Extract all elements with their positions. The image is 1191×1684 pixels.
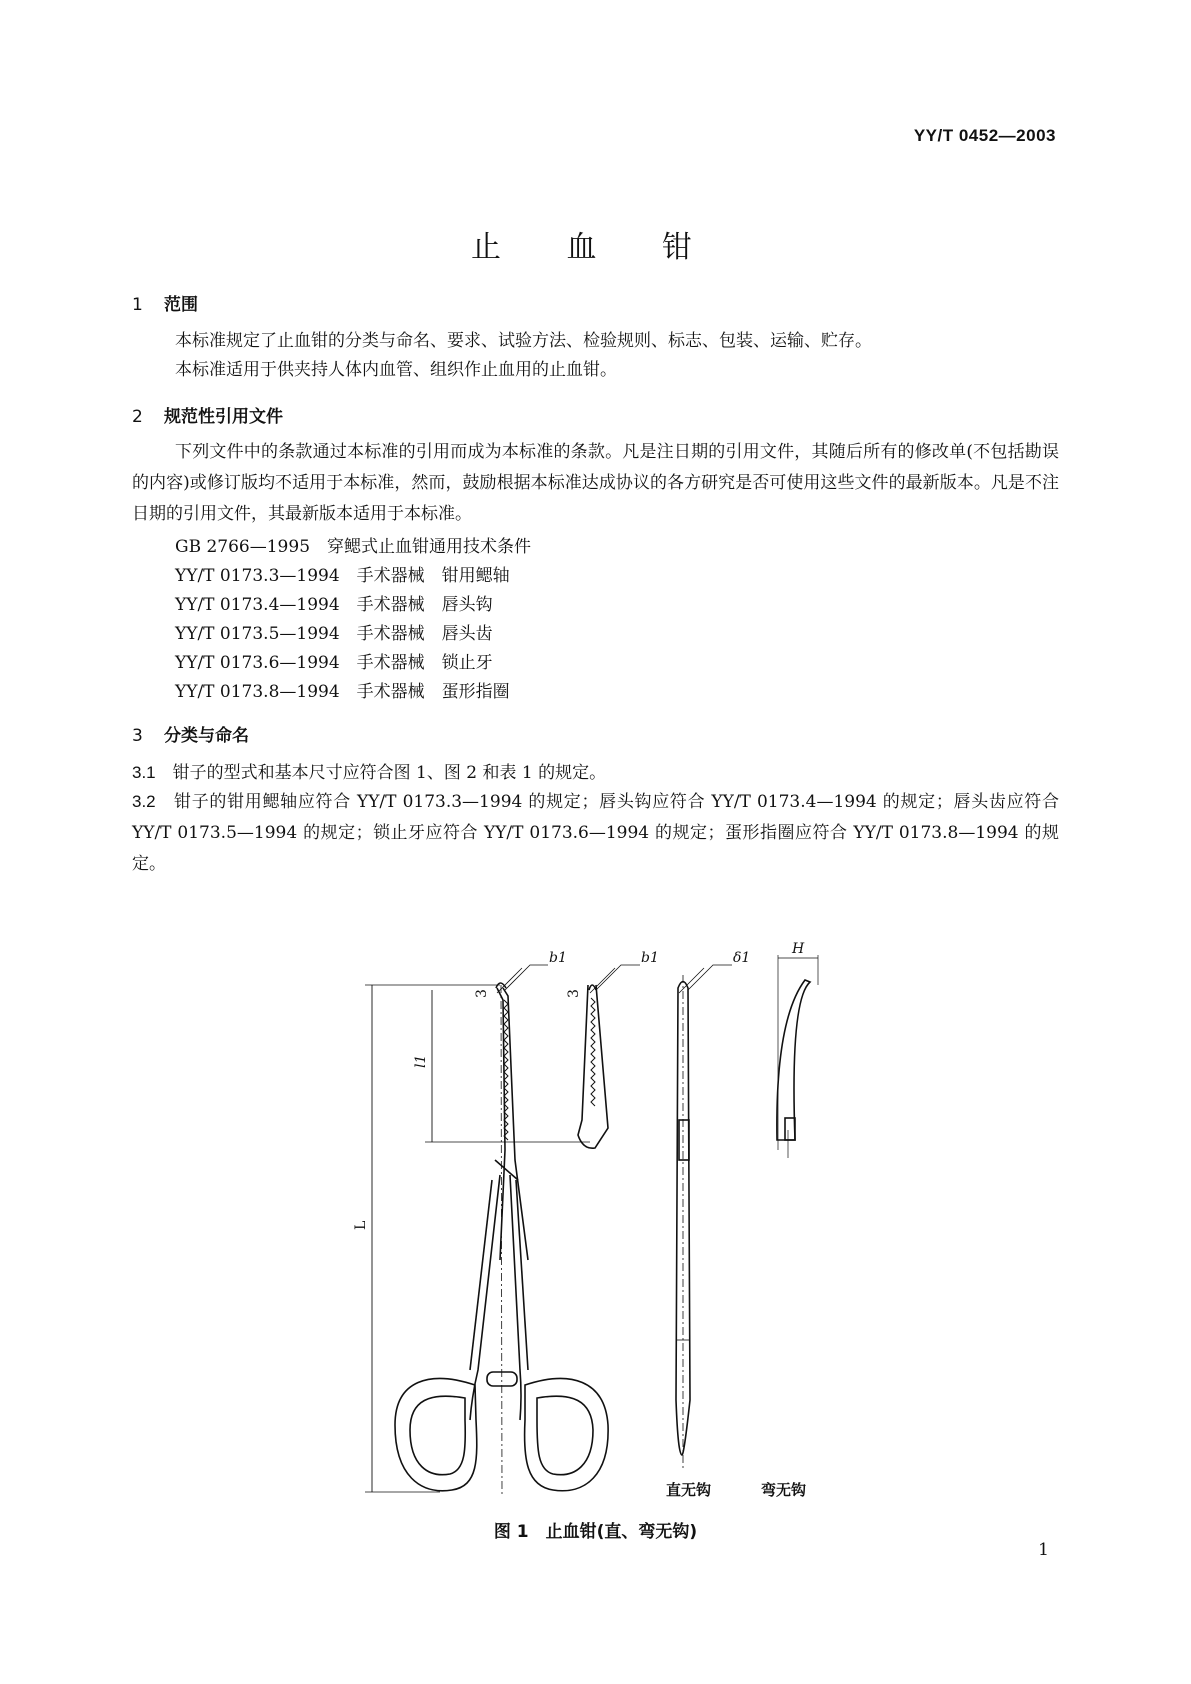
label-3-b: 3: [566, 989, 582, 998]
reference-item: GB 2766—1995 穿鳃式止血钳通用技术条件: [175, 537, 532, 557]
page-title: 止 血 钳: [470, 230, 721, 265]
figure-1-caption: 图 1 止血钳(直、弯无钩): [493, 1522, 698, 1542]
page-number: 1: [1038, 1540, 1049, 1560]
reference-item: YY/T 0173.4—1994 手术器械 唇头钩: [175, 595, 493, 615]
reference-item: YY/T 0173.8—1994 手术器械 蛋形指圈: [175, 682, 510, 702]
label-l1: l1: [413, 1054, 429, 1068]
reference-item: YY/T 0173.6—1994 手术器械 锁止牙: [175, 653, 493, 673]
clause-text: 钳子的钳用鳃轴应符合 YY/T 0173.3—1994 的规定；唇头钩应符合 YY/T 0173.4—1994 的规定；唇头齿应符合 YY/T 0173.5—1994 的规定；锁止牙应符合 YY/T 0173.6—1994 的规定；蛋形指圈应符合 YY/T 0173.8—1994 的规定。: [132, 792, 1059, 874]
label-b1-b: b1: [641, 950, 659, 966]
section-number: 1: [132, 295, 143, 315]
label-L: L: [353, 1220, 369, 1230]
section-title: 分类与命名: [164, 726, 249, 746]
section-1-paragraph-2: 本标准适用于供夹持人体内血管、组织作止血用的止血钳。: [175, 360, 617, 380]
finger-ring-left-inner: [410, 1396, 465, 1475]
b1-leader-b: [596, 965, 640, 990]
label-H: H: [792, 941, 805, 957]
jaw-detail-outline: [578, 985, 608, 1148]
label-straight: 直无钩: [666, 1481, 712, 1499]
section-number: 2: [132, 407, 143, 427]
standard-code: YY/T 0452—2003: [913, 126, 1056, 145]
label-b1-a: b1: [549, 950, 567, 966]
b1-leader-a: [505, 965, 548, 990]
label-curved: 弯无钩: [761, 1481, 807, 1499]
section-title: 范围: [164, 295, 198, 315]
section-2-intro: 下列文件中的条款通过本标准的引用而成为本标准的条款。凡是注日期的引用文件，其随后所有的修改单(不包括勘误的内容)或修订版均不适用于本标准，然而，鼓励根据本标准达成协议的各方研究是否可使用这些文件的最新版本。凡是不注日期的引用文件，其最新版本适用于本标准。: [132, 442, 1059, 524]
side-view-curved: [777, 980, 810, 1140]
label-delta1: δ1: [733, 950, 751, 966]
finger-ring-right-inner: [537, 1396, 593, 1475]
side-view-curved-slot: [785, 1118, 795, 1140]
b1-leader-b2: [590, 968, 615, 993]
section-1-paragraph-1: 本标准规定了止血钳的分类与命名、要求、试验方法、检验规则、标志、包装、运输、贮存。: [175, 331, 872, 351]
b1-leader-a2: [497, 968, 522, 993]
jaw-detail-serration: [591, 998, 595, 1106]
clause-text: 钳子的型式和基本尺寸应符合图 1、图 2 和表 1 的规定。: [172, 763, 607, 783]
forceps-box-joint: [495, 1160, 518, 1180]
reference-item: YY/T 0173.3—1994 手术器械 钳用鳃轴: [175, 566, 510, 586]
clause-number: 3.1: [132, 763, 156, 782]
section-number: 3: [132, 726, 143, 746]
label-3-a: 3: [474, 989, 490, 998]
section-title: 规范性引用文件: [164, 407, 283, 427]
side-view-slot: [679, 1120, 689, 1160]
forceps-shank-left: [470, 1175, 500, 1420]
clause-number: 3.2: [132, 792, 156, 811]
reference-item: YY/T 0173.5—1994 手术器械 唇头齿: [175, 624, 493, 644]
